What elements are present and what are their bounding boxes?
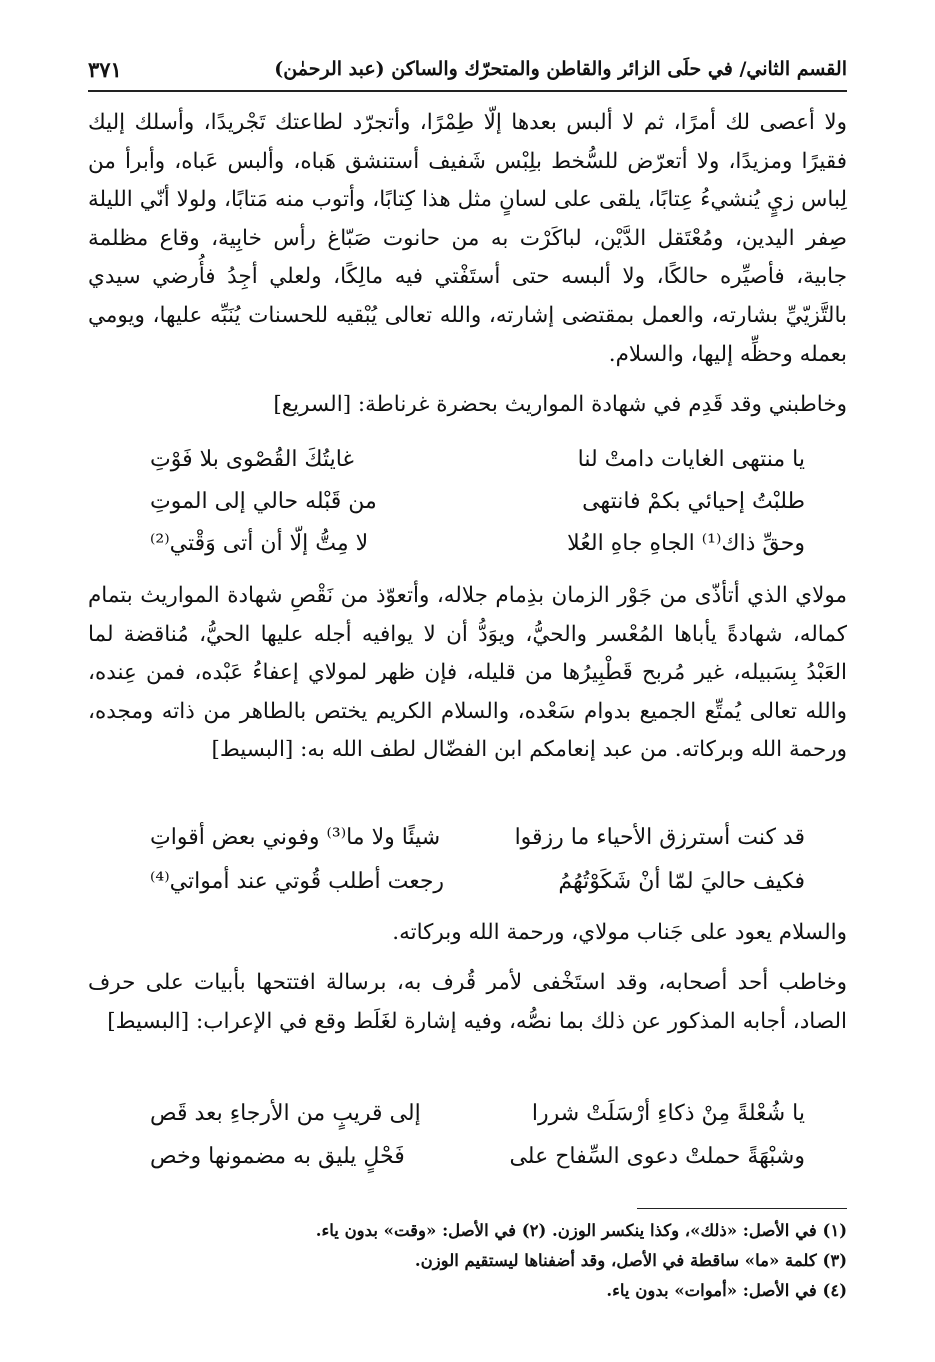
verse-second-hemistich: شيئًا ولا ما⁽³⁾ وفوني بعض أقواتِ <box>150 824 441 850</box>
running-header <box>88 48 847 92</box>
paragraph-3: مولاي الذي أتأذّى من جَوْر الزمان بذِمام جلاله، وأتعوّذ من نَقْصِ شهادة المواريث بتمام كماله، شهادةً يأباها المُعْسر والحيُّ، ويوَدُّ أن لا يوافيه أجله عليها الحيُّ، مُناقضة لما العَبْدُ بِسَبيله، غير مُربح قَطْبِيرُها من قليله، فإن ظهر لمولاي إعفاءُ عَبْده، فمن عِنده، والله تعالى يُمتِّع الجميع بدوام سَعْده، والسلام الكريم يختص بالطاهر من ذاته ومجده، ورحمة الله وبركاته. من عبد إنعامكم ابن الفضّال لطف الله به: [البسيط] <box>88 583 847 763</box>
paragraph-5: وخاطب أحد أصحابه، وقد استَخْفى لأمر قُرف به، برسالة افتتحها بأبيات على حرف الصاد، أجابه المذكور عن ذلك بما نصُّه، وفيه إشارة لغَلَط وقع في الإعراب: [البسيط] <box>88 970 847 1034</box>
page-number: ٣٧١ <box>88 56 122 82</box>
paragraph-4: والسلام يعود على جَناب مولاي، ورحمة الله وبركاته. <box>392 920 847 945</box>
verse-second-hemistich: غايتُكَ القُصْوى بلا فَوْتِ <box>150 446 354 472</box>
verse-second-hemistich: رجعت أطلب قُوتي عند أمواتي⁽⁴⁾ <box>150 868 445 894</box>
verse-first-hemistich: فكيف حاليَ لمّا أنْ شَكَوْتُهُمُ <box>558 868 805 894</box>
footnote-line: (٣) كلمة «ما» ساقطة في الأصل، وقد أضفناها ليستقيم الوزن. <box>414 1251 847 1270</box>
verse-line <box>150 862 805 900</box>
verse-first-hemistich: يا شُعْلةً مِنْ ذكاءِ أرْسَلَتْ شررا <box>531 1100 805 1126</box>
verse-line <box>150 440 805 478</box>
header-title: القسم الثاني/ في حلَى الزائر والقاطن والمتحرّك والساكن (عبد الرحمٰن) <box>274 58 847 80</box>
verse-second-hemistich: فَحْلٍ يليق به مضمونها وخص <box>150 1143 405 1169</box>
footnote-line: (٤) في الأصل: «أموات» بدون ياء. <box>606 1281 847 1300</box>
verse-line <box>150 1094 805 1132</box>
verse-first-hemistich: طلبْتُ إحيائي بكمْ فانتهى <box>582 488 805 514</box>
paragraph-1: ولا أعصى لك أمرًا، ثم لا ألبس بعدها إلّا طِمْرًا، وأتجرّد لطاعتك تَجْريدًا، وأسلك إليك فقيرًا ومزيدًا، ولا أتعرّض للسُّخط بلِبْس شَفيف أستنشق هَباه، وألبس عَباه، وأبرأ من لِباس زيٍ يُنشيءُ عِتابًا، يلقى على لسانٍ مثل هذا كِتابًا، وأتوب منه مَتابًا، ولولا أنّي الليلة صِفر اليدين، ومُعْتَقل الدَّيْن، لباكَرْت به من حانوت صَبّاغ رأس خابِية، وقاع مظلمة جابية، فأصيِّره حالكًا، ولا ألبسه حتى أستَفْتي فيه مالِكًا، ولعلي أجِدُ فأُرضي سيدي بالتَّزيّيِّ بشارته، والعمل بمقتضى إشارته، والله تعالى يُبْقيه للحسنات يُنَبِّه عليها، ويومي بعمله وحظِّه إليها، والسلام. <box>88 110 847 367</box>
paragraph-2: وخاطبني وقد قَدِم في شهادة المواريث بحضرة غرناطة: [السريع] <box>273 392 847 417</box>
verse-second-hemistich: إلى قريبٍ من الأرجاءِ بعد قَص <box>150 1100 421 1126</box>
footnote-line: (١) في الأصل: «ذلك»، وكذا ينكسر الوزن. (٢) في الأصل: «وقت» بدون ياء. <box>315 1221 847 1240</box>
verse-line <box>150 818 805 856</box>
verse-line <box>150 1137 805 1175</box>
verse-line <box>150 482 805 520</box>
footnote-divider <box>637 1208 847 1209</box>
verse-second-hemistich: من قَبْله حالي إلى الموتِ <box>150 488 377 514</box>
verse-first-hemistich: قد كنت أسترزق الأحياء ما رزقوا <box>514 824 805 850</box>
verse-first-hemistich: وشبْهَةً حملتْ دعوى السِّفاح على <box>509 1143 805 1169</box>
verse-second-hemistich: لا مِتُّ إلّا أن أتى وَقْتي⁽²⁾ <box>150 530 369 556</box>
verse-line <box>150 524 805 562</box>
verse-first-hemistich: وحقِّ ذاك⁽¹⁾ الجاهِ جاهِ العُلا <box>567 530 805 556</box>
verse-first-hemistich: يا منتهى الغايات دامتْ لنا <box>577 446 805 472</box>
